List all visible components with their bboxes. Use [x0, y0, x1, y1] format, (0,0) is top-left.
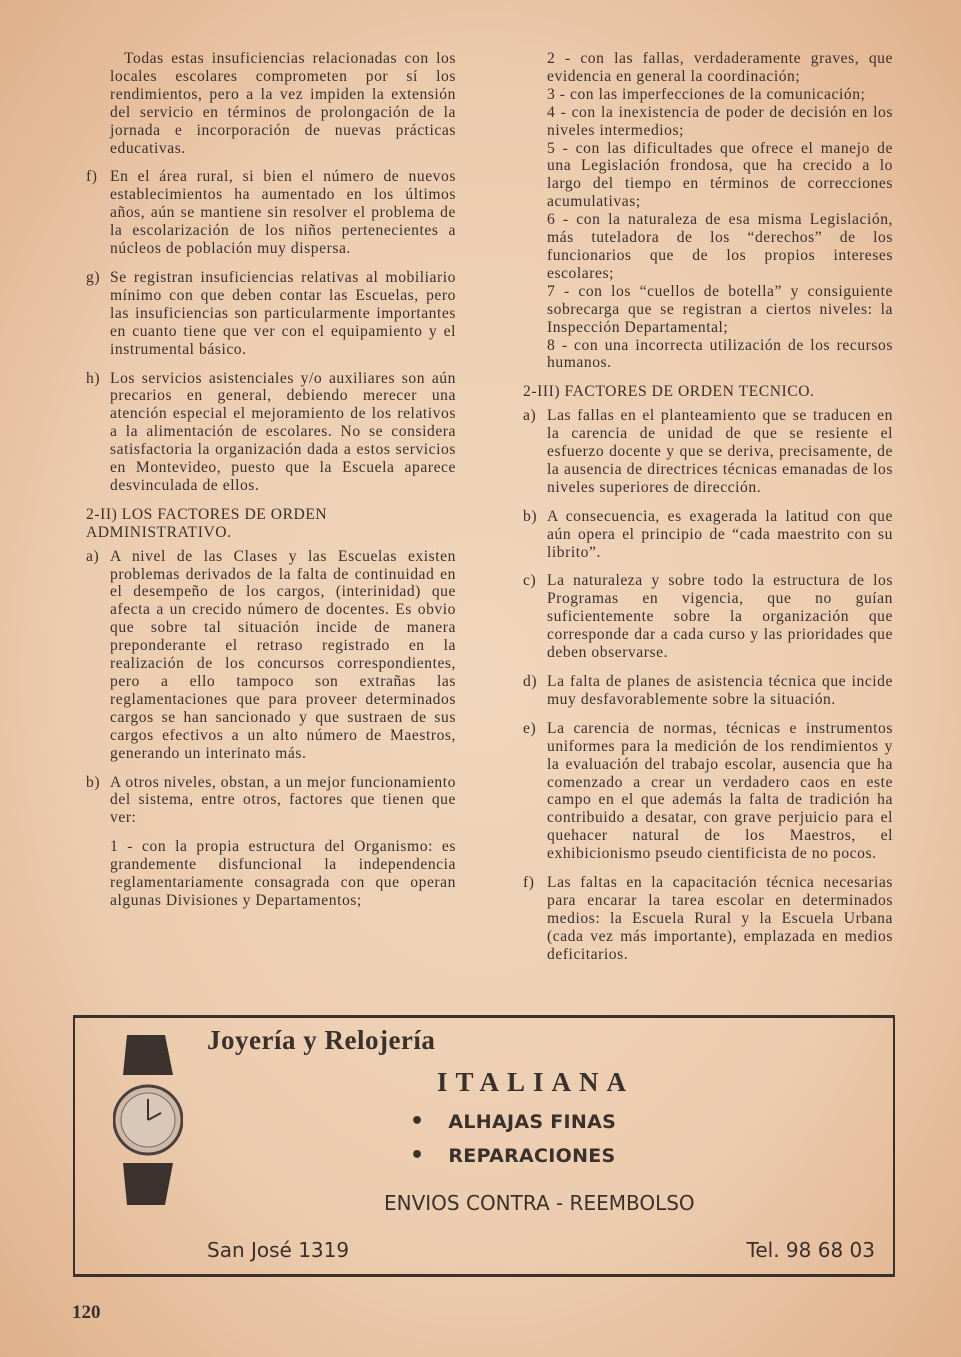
- item-label: c): [523, 572, 537, 590]
- paragraph: [523, 104, 893, 140]
- paragraph: [523, 720, 893, 863]
- ad-title: Joyería y Relojería: [207, 1025, 436, 1055]
- paragraph-text: 1 - con la propia estructura del Organismo: es grandemente disfuncional la independencia reglamentariamente consagrada con que operan algunas Divisiones y Departamentos;: [110, 838, 456, 909]
- jewelry-advertisement: [73, 1015, 895, 1277]
- paragraph-text: La falta de planes de asistencia técnica que incide muy desfavorablemente sobre la situación.: [547, 673, 893, 708]
- paragraph: [86, 269, 456, 359]
- paragraph-text: 7 - con los “cuellos de botella” y consiguiente sobrecarga que se registran a ciertos niveles: la Inspección Departamental;: [547, 282, 893, 336]
- paragraph: [523, 407, 893, 497]
- paragraph-text: A otros niveles, obstan, a un mejor funcionamiento del sistema, entre otros, factores que tienen que ver:: [110, 773, 456, 827]
- left-column: [86, 50, 456, 910]
- right-column: [523, 50, 893, 975]
- paragraph-text: A nivel de las Clases y las Escuelas existen problemas derivados de la falta de continuidad en el desempeño de los cargos, (interinidad) que afecta a un crecido número de docentes. Es obvio que sobre tal situación incide de manera preponderante el retraso registrado en la realización de los concursos correspondientes, pero a ello tampoco son extrañas las reglamentaciones que para proveer determinados cargos se han sancionado y que sustraen de sus cargos efectivos a un alto número de Maestros, generando un interinato más.: [110, 547, 456, 762]
- ad-address: San José 1319: [207, 1238, 350, 1262]
- item-label: h): [86, 369, 101, 387]
- paragraph: [523, 86, 893, 104]
- paragraph-text: 2-II) LOS FACTORES DE ORDEN ADMINISTRATIVO.: [86, 505, 328, 541]
- paragraph-text: Los servicios asistenciales y/o auxiliares son aún precarios en general, debiendo merecer una atención especial el mejoramiento de los relativos a la alimentación de escolares. No se considera satisfactoria la organización dada a estos servicios en Montevideo, puesto que la Escuela aparece desvinculada de ellos.: [110, 369, 456, 494]
- paragraph-text: 5 - con las dificultades que ofrece el manejo de una Legislación frondosa, que ha crecido a lo largo del tiempo en términos de correcciones acumulativas;: [547, 139, 893, 211]
- paragraph: [523, 283, 893, 337]
- paragraph: [523, 874, 893, 964]
- paragraph-text: La carencia de normas, técnicas e instrumentos uniformes para la medición de los rendimientos y la evaluación del trabajo escolar, ausencia que ha comenzado a crear un verdadero caos en este campo en el que además la falta de tradición ha contribuido a desatar, con grave perjuicio para el quehacer natural de los Maestros, el exhibicionismo pseudo cientificista de no pocos.: [547, 719, 893, 863]
- item-label: a): [523, 407, 537, 425]
- ad-bullet: • ALHAJAS FINAS: [410, 1109, 616, 1134]
- paragraph-text: 2 - con las fallas, verdaderamente graves, que evidencia en general la coordinación;: [547, 50, 893, 85]
- section-heading: [523, 383, 893, 401]
- paragraph-text: Las fallas en el planteamiento que se traducen en la carencia de unidad de que se resiente el esfuerzo docente y que se deriva, precisamente, de la ausencia de directrices técnicas emanadas de los niveles superiores de dirección.: [547, 407, 893, 496]
- item-label: a): [86, 547, 100, 565]
- paragraph: [523, 140, 893, 212]
- item-label: g): [86, 268, 101, 286]
- ad-shipping: ENVIOS CONTRA - REEMBOLSO: [384, 1191, 695, 1215]
- paragraph: [86, 50, 456, 157]
- paragraph-text: En el área rural, si bien el número de nuevos establecimientos ha aumentado en los últimos años, aún se mantiene sin resolver el problema de la escolarización de los niños pertenecientes a núcleos de población muy dispersa.: [110, 168, 456, 258]
- paragraph-text: Las faltas en la capacitación técnica necesarias para encarar la tarea escolar en determinados medios: la Escuela Rural y la Escuela Urbana (cada vez más importante), emplazada en medios deficitarios.: [547, 874, 893, 963]
- wristwatch-icon: [113, 1035, 183, 1205]
- paragraph: [86, 370, 456, 495]
- paragraph-text: 4 - con la inexistencia de poder de decisión en los niveles intermedios;: [547, 103, 893, 139]
- paragraph: [523, 211, 893, 283]
- paragraph-text: 6 - con la naturaleza de esa misma Legislación, más tuteladora de los “derechos” de los funcionarios que de los propios intereses escolares;: [547, 211, 893, 282]
- ad-bullet: • REPARACIONES: [410, 1143, 616, 1168]
- paragraph-text: A consecuencia, es exagerada la latitud con que aún opera el principio de “cada maestrito con su librito”.: [547, 507, 893, 561]
- item-label: b): [523, 507, 538, 525]
- paragraph-text: La naturaleza y sobre todo la estructura de los Programas en vigencia, que no guían suficientemente sobre la organización que corresponde dar a cada curso y las prioridades que deben observarse.: [547, 572, 893, 662]
- paragraph-text: 2-III) FACTORES DE ORDEN TECNICO.: [523, 383, 815, 401]
- paragraph: [523, 572, 893, 662]
- paragraph: [523, 50, 893, 86]
- paragraph: [523, 508, 893, 562]
- paragraph: [523, 673, 893, 709]
- paragraph-text: Todas estas insuficiencias relacionadas con los locales escolares comprometen por sí los rendimientos, pero a la vez impiden la extensión del servicio en términos de prolongación de la jornada e incorporación de nuevas prácticas educativas.: [110, 50, 456, 157]
- paragraph-text: 8 - con una incorrecta utilización de los recursos humanos.: [547, 336, 893, 372]
- paragraph-text: Se registran insuficiencias relativas al mobiliario mínimo con que deben contar las Escuelas, pero las insuficiencias son particularmente importantes en cuanto tiene que ver con el equipamiento y el instrumental básico.: [110, 268, 456, 358]
- item-label: e): [523, 719, 537, 737]
- section-heading: [86, 506, 456, 542]
- item-label: f): [523, 874, 535, 892]
- paragraph: [523, 337, 893, 373]
- ad-phone: Tel. 98 68 03: [746, 1238, 875, 1262]
- paragraph: [86, 774, 456, 828]
- paragraph-text: 3 - con las imperfecciones de la comunicación;: [547, 85, 866, 103]
- item-label: b): [86, 773, 101, 791]
- page-number: 120: [72, 1302, 101, 1323]
- item-label: d): [523, 673, 538, 690]
- item-label: f): [86, 168, 98, 186]
- paragraph: [86, 548, 456, 763]
- paragraph: [86, 168, 456, 258]
- ad-brand: ITALIANA: [437, 1067, 635, 1097]
- paragraph: [86, 838, 456, 910]
